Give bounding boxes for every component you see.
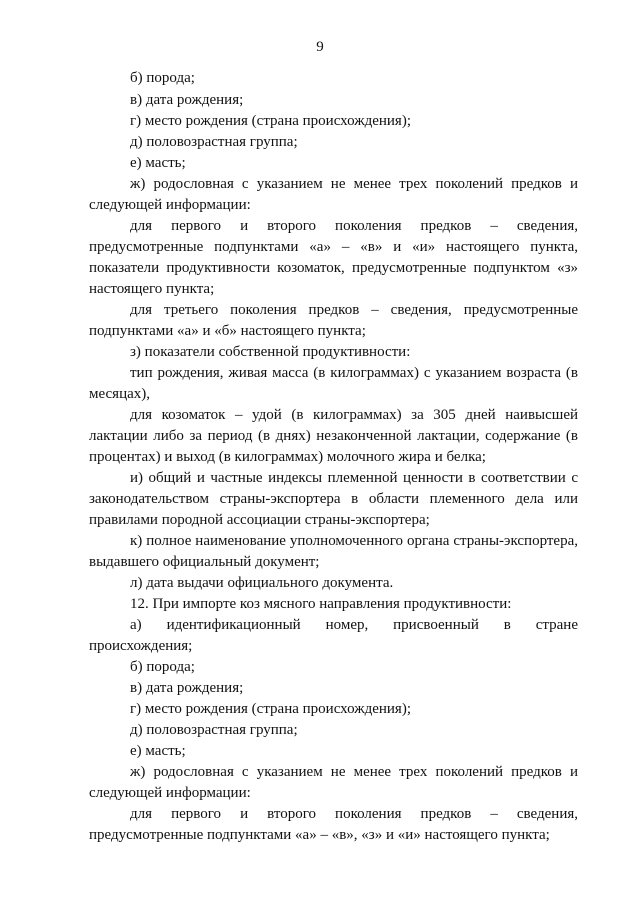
paragraph: и) общий и частные индексы племенной ценности в соответствии с законодательством страны-экспортера в области племенного дела или правилами породной ассоциации страны-экспортера; [89, 470, 578, 528]
paragraph: г) место рождения (страна происхождения); [130, 701, 411, 717]
paragraph: к) полное наименование уполномоченного органа страны-экспортера, выдавшего официальный документ; [89, 533, 578, 570]
paragraph: д) половозрастная группа; [130, 134, 298, 150]
paragraph: б) порода; [130, 659, 195, 675]
paragraph: л) дата выдачи официального документа. [130, 575, 394, 591]
paragraph: в) дата рождения; [130, 92, 244, 108]
paragraph: а) идентификационный номер, присвоенный в стране происхождения; [89, 617, 578, 654]
paragraph: з) показатели собственной продуктивности: [130, 344, 411, 360]
paragraph: для козоматок – удой (в килограммах) за 305 дней наивысшей лактации либо за период (в днях) незаконченной лактации, содержание (в процентах) и выход (в килограммах) молочного жира и белка; [89, 407, 578, 465]
paragraph: в) дата рождения; [130, 680, 244, 696]
document-body [89, 68, 578, 846]
paragraph: 12. При импорте коз мясного направления продуктивности: [130, 596, 512, 612]
paragraph: ж) родословная с указанием не менее трех поколений предков и следующей информации: [89, 764, 578, 801]
paragraph: г) место рождения (страна происхождения); [130, 113, 411, 129]
paragraph: б) порода; [130, 70, 195, 86]
paragraph: д) половозрастная группа; [130, 722, 298, 738]
paragraph: для первого и второго поколения предков – сведения, предусмотренные подпунктами «а» – «в» и «и» настоящего пункта, показатели продуктивности козоматок, предусмотренные подпунктом «з» настоящего пункта; [89, 218, 578, 297]
paragraph: е) масть; [130, 743, 186, 759]
paragraph: ж) родословная с указанием не менее трех поколений предков и следующей информации: [89, 176, 578, 213]
page-number: 9 [316, 39, 324, 55]
paragraph: для третьего поколения предков – сведения, предусмотренные подпунктами «а» и «б» настоящего пункта; [89, 302, 578, 339]
paragraph: для первого и второго поколения предков – сведения, предусмотренные подпунктами «а» – «в», «з» и «и» настоящего пункта; [89, 806, 578, 843]
paragraph: е) масть; [130, 155, 186, 171]
paragraph: тип рождения, живая масса (в килограммах) с указанием возраста (в месяцах), [89, 365, 578, 402]
